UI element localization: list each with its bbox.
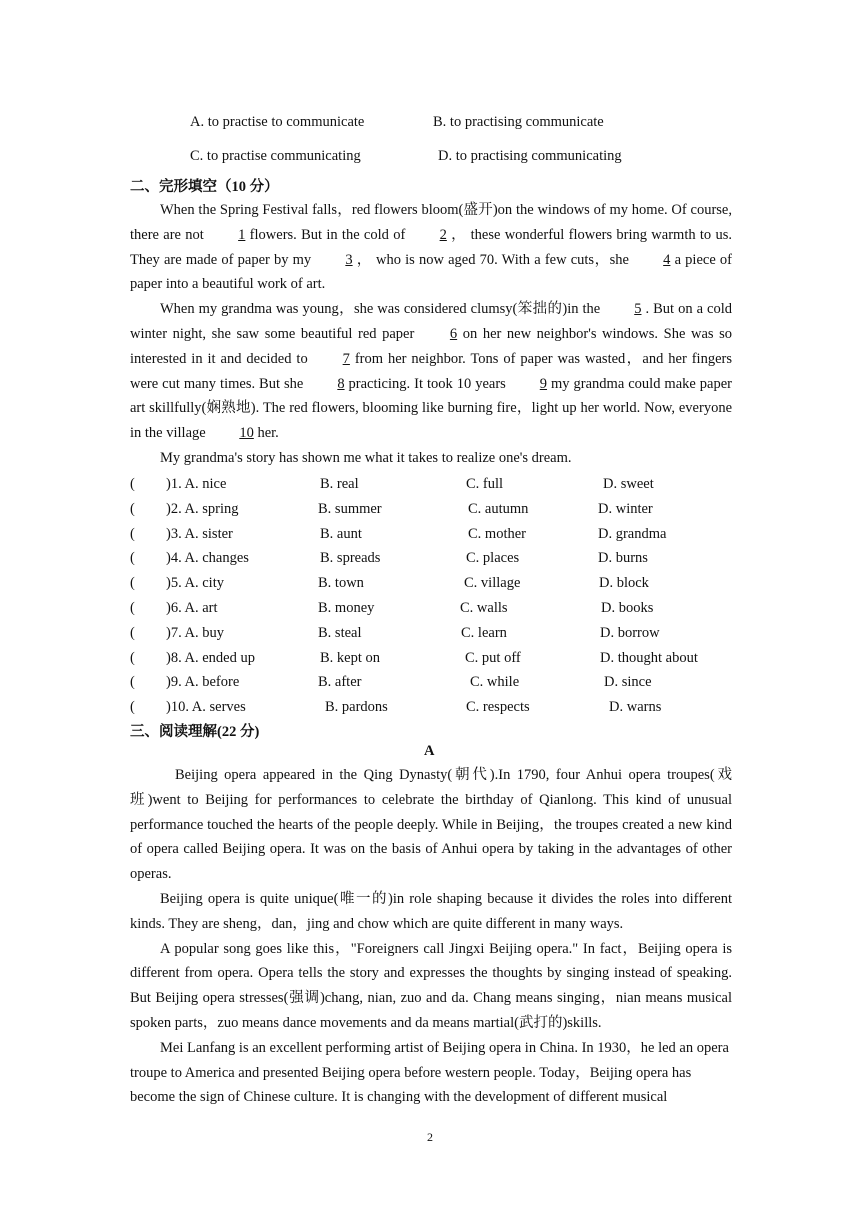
answer-bracket[interactable]: (	[130, 674, 135, 691]
choice-c: C. put off	[465, 649, 521, 666]
answer-bracket[interactable]: (	[130, 500, 135, 517]
blank-6[interactable]: 6	[449, 325, 458, 342]
text: my grandma could make paper art skillfully(娴熟地). The red flowers, blooming like burning fire，light up her world. Now, everyone in the village	[130, 375, 733, 442]
question-row	[130, 695, 750, 719]
answer-bracket[interactable]: (	[130, 525, 135, 542]
choice-b: B. kept on	[320, 649, 381, 666]
passage-label-a: A	[424, 743, 435, 759]
blank-8[interactable]: 8	[337, 375, 345, 392]
blank-4[interactable]: 4	[663, 251, 671, 268]
choice-c: C. full	[466, 476, 504, 492]
text: from her neighbor. Tons of paper was wasted，and her fingers were cut many times. But she	[130, 350, 732, 392]
choice-b: B. real	[320, 476, 359, 492]
blank-3[interactable]: 3	[345, 251, 353, 268]
question-row	[130, 546, 750, 570]
choice-d: D. since	[604, 674, 652, 691]
choice-b: B. aunt	[320, 525, 362, 542]
text: a piece of paper into a beautiful work of art.	[130, 251, 732, 293]
blank-5[interactable]: 5	[634, 301, 642, 318]
reading-paragraph-3: A popular song goes like this，"Foreigners call Jingxi Beijing opera." In fact，Beijing opera is different from opera. Opera tells the story and expresses the thoughts by singing instead of speaking. But Beijing opera stresses(强调)chang, nian, zuo and da. Chang means singing，nian means musical spoken parts，zuo means dance movements and da means martial(武打的)skills.	[130, 940, 732, 1031]
choice-a: )4. A. changes	[166, 550, 249, 567]
question-row	[130, 596, 750, 620]
section-heading-reading: 三、阅读理解(22 分)	[130, 724, 260, 740]
choice-d: D. block	[599, 575, 649, 592]
choice-b: B. money	[318, 600, 375, 616]
choice-b: B. pardons	[325, 699, 388, 716]
text: on her new neighbor's windows. She was so interested in it and decided to	[130, 325, 732, 367]
choice-a: )2. A. spring	[166, 500, 239, 517]
choice-a: )9. A. before	[166, 674, 240, 691]
blank-10[interactable]: 10	[239, 425, 254, 442]
choice-d: D. thought about	[600, 649, 698, 666]
cloze-passage	[130, 198, 732, 471]
choice-d: D. sweet	[603, 476, 654, 492]
reading-paragraph-1: Beijing opera appeared in the Qing Dynasty(朝代).In 1790, four Anhui opera troupes(戏班)went to Beijing for performances to celebrate the birthday of Qianlong. This kind of unusual performance touched the hearts of the people deeply. While in Beijing，the troupes created a new kind of opera called Beijing opera. It was on the basis of Anhui opera by taking in the advantages of other operas.	[130, 767, 732, 883]
choice-a: )8. A. ended up	[166, 649, 255, 666]
choice-d: D. winter	[598, 500, 653, 517]
option-d: D. to practising communicating	[438, 148, 622, 164]
option-c: C. to practise communicating	[190, 148, 361, 164]
choice-a: )1. A. nice	[166, 476, 227, 492]
choice-a: )10. A. serves	[166, 699, 246, 716]
question-row	[130, 472, 750, 496]
question-row	[130, 571, 750, 595]
blank-1[interactable]: 1	[238, 226, 246, 243]
cloze-paragraph-2	[130, 297, 732, 446]
answer-bracket[interactable]: (	[130, 624, 135, 641]
choice-b: B. summer	[318, 500, 382, 517]
answer-bracket[interactable]: (	[130, 476, 135, 492]
question-row	[130, 497, 750, 521]
choice-d: D. books	[601, 600, 654, 616]
reading-paragraph-2: Beijing opera is quite unique(唯一的)in role shaping because it divides the roles into different kinds. They are sheng，dan，jing and chow which are quite different in many ways.	[130, 890, 732, 932]
choice-c: C. while	[470, 674, 520, 691]
choice-d: D. borrow	[600, 624, 660, 641]
choice-a: )5. A. city	[166, 575, 224, 592]
choice-b: B. steal	[318, 624, 362, 641]
text: practicing. It took 10 years	[344, 375, 510, 392]
page-number: 2	[427, 1130, 433, 1144]
reading-passage-a	[130, 763, 732, 1110]
text: ， who is now aged 70. With a few cuts，she	[352, 251, 634, 268]
choice-c: C. learn	[461, 624, 507, 641]
choice-b: B. after	[318, 674, 362, 691]
answer-bracket[interactable]: (	[130, 699, 135, 716]
choice-a: )6. A. art	[166, 600, 218, 616]
question-row	[130, 621, 750, 645]
text: . But on a cold winter night, she saw some beautiful red paper	[130, 301, 732, 342]
choice-d: D. warns	[609, 699, 662, 716]
choice-b: B. spreads	[320, 550, 381, 567]
question-row	[130, 670, 750, 694]
choice-c: C. respects	[466, 699, 530, 716]
blank-2[interactable]: 2	[439, 226, 447, 243]
choice-c: C. autumn	[468, 500, 529, 517]
choice-d: D. grandma	[598, 525, 667, 542]
choice-c: C. places	[466, 550, 520, 567]
answer-bracket[interactable]: (	[130, 575, 135, 592]
answer-bracket[interactable]: (	[130, 550, 135, 567]
blank-7[interactable]: 7	[342, 350, 350, 367]
answer-bracket[interactable]: (	[130, 600, 135, 616]
cloze-paragraph-1	[130, 198, 732, 297]
option-b: B. to practising communicate	[433, 114, 604, 130]
choice-c: C. mother	[468, 525, 526, 542]
option-a: A. to practise to communicate	[190, 114, 365, 130]
question-row	[130, 646, 750, 670]
choice-c: C. village	[464, 575, 521, 592]
text: When my grandma was young，she was considered clumsy(笨拙的)in the	[160, 301, 605, 318]
cloze-paragraph-3: My grandma's story has shown me what it takes to realize one's dream.	[160, 449, 572, 466]
choice-c: C. walls	[460, 600, 508, 616]
text: When the Spring Festival falls，red flowers bloom(盛开)on the windows of my home. Of course, there are not	[130, 202, 732, 243]
section-heading-cloze: 二、完形填空（10 分）	[130, 179, 279, 195]
blank-9[interactable]: 9	[539, 375, 548, 392]
choice-a: )3. A. sister	[166, 525, 233, 542]
choice-d: D. burns	[598, 550, 648, 567]
choice-b: B. town	[318, 575, 364, 592]
question-row	[130, 522, 750, 546]
text: her.	[253, 425, 279, 442]
choice-a: )7. A. buy	[166, 624, 224, 641]
answer-bracket[interactable]: (	[130, 649, 135, 666]
text: flowers. But in the cold of	[245, 226, 410, 243]
reading-paragraph-4: Mei Lanfang is an excellent performing artist of Beijing opera in China. In 1930，he led an opera troupe to America and presented Beijing opera before western people. Today，Beijing opera has become the sign of Chinese culture. It is changing with the development of different musical	[130, 1039, 729, 1106]
text: ， these wonderful flowers bring warmth to us. They are made of paper by my	[130, 226, 732, 268]
